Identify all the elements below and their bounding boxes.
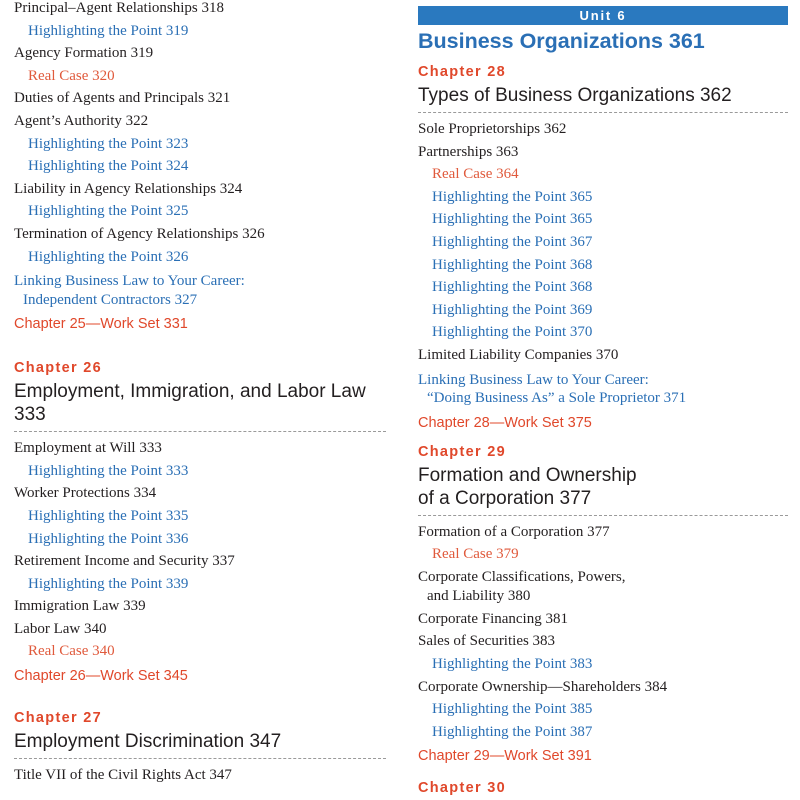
highlighting-the-point-entry[interactable]: Highlighting the Point 336: [28, 530, 189, 547]
toc-entry[interactable]: Formation of a Corporation 377: [418, 523, 610, 540]
career-link-line-2: Independent Contractors 327: [23, 291, 198, 308]
toc-entry-corporate-classifications[interactable]: [418, 568, 788, 606]
chapter-29-title-line-1: Formation and Ownership: [418, 464, 637, 486]
chapter-29-entries-a: [418, 521, 788, 566]
career-link-entry[interactable]: [14, 272, 386, 309]
real-case-entry[interactable]: Real Case 320: [28, 67, 115, 84]
highlighting-the-point-entry[interactable]: Highlighting the Point 323: [28, 135, 189, 152]
chapter-30-label: Chapter 30: [418, 780, 506, 797]
toc-left-column: [14, 0, 386, 787]
unit-6-title[interactable]: Business Organizations 361: [418, 29, 705, 53]
highlighting-the-point-entry[interactable]: Highlighting the Point 370: [432, 324, 593, 341]
highlighting-the-point-entry[interactable]: Highlighting the Point 325: [28, 203, 189, 220]
toc-entry[interactable]: Labor Law 340: [14, 620, 107, 637]
highlighting-the-point-entry[interactable]: Highlighting the Point 367: [432, 233, 593, 250]
toc-entry[interactable]: Sole Proprietorships 362: [418, 121, 567, 137]
chapter-29-title-line-2: of a Corporation 377: [418, 487, 592, 509]
highlighting-the-point-entry[interactable]: Highlighting the Point 333: [28, 462, 189, 479]
toc-entry[interactable]: Partnerships 363: [418, 143, 519, 160]
highlighting-the-point-entry[interactable]: Highlighting the Point 383: [432, 655, 593, 672]
highlighting-the-point-entry[interactable]: Highlighting the Point 324: [28, 158, 189, 175]
highlighting-the-point-entry[interactable]: Highlighting the Point 326: [28, 248, 189, 265]
chapter-29-title[interactable]: [418, 464, 788, 516]
chapter-28-title[interactable]: Types of Business Organizations 362: [418, 84, 788, 113]
chapter-25-work-set[interactable]: Chapter 25—Work Set 331: [14, 316, 188, 333]
toc-right-column: [418, 0, 788, 797]
chapter-27-label: Chapter 27: [14, 710, 102, 727]
toc-entry[interactable]: Principal–Agent Relationships 318: [14, 0, 224, 16]
toc-entry[interactable]: Retirement Income and Security 337: [14, 553, 235, 570]
toc-entry[interactable]: Agent’s Authority 322: [14, 112, 149, 129]
chapter-29-work-set[interactable]: Chapter 29—Work Set 391: [418, 748, 592, 765]
real-case-entry[interactable]: Real Case 379: [432, 546, 519, 563]
toc-entry-line-1: Corporate Classifications, Powers,: [418, 568, 626, 585]
highlighting-the-point-entry[interactable]: Highlighting the Point 319: [28, 22, 189, 39]
career-link-28-line-1: Linking Business Law to Your Career:: [418, 371, 649, 388]
toc-entry[interactable]: Corporate Financing 381: [418, 610, 568, 627]
toc-entry[interactable]: Immigration Law 339: [14, 598, 146, 615]
career-link-28-line-2: “Doing Business As” a Sole Proprietor 371: [427, 390, 687, 407]
toc-entry[interactable]: Corporate Ownership—Shareholders 384: [418, 678, 668, 695]
career-link-entry-28[interactable]: [418, 371, 788, 408]
highlighting-the-point-entry[interactable]: Highlighting the Point 368: [432, 256, 593, 273]
toc-entry[interactable]: Limited Liability Companies 370: [418, 346, 619, 363]
highlighting-the-point-entry[interactable]: Highlighting the Point 335: [28, 507, 189, 524]
toc-entry[interactable]: Employment at Will 333: [14, 440, 162, 457]
toc-entry[interactable]: Agency Formation 319: [14, 45, 154, 62]
chapter-26-work-set[interactable]: Chapter 26—Work Set 345: [14, 668, 188, 685]
toc-entry[interactable]: Sales of Securities 383: [418, 633, 556, 650]
toc-entry[interactable]: Title VII of the Civil Rights Act 347: [14, 767, 232, 784]
chapter-28-work-set[interactable]: Chapter 28—Work Set 375: [418, 414, 592, 431]
real-case-entry[interactable]: Real Case 364: [432, 166, 519, 183]
highlighting-the-point-entry[interactable]: Highlighting the Point 368: [432, 279, 593, 296]
unit-6-banner: Unit 6: [418, 6, 788, 25]
highlighting-the-point-entry[interactable]: Highlighting the Point 365: [432, 188, 593, 205]
chapter-28-label: Chapter 28: [418, 64, 506, 80]
real-case-entry[interactable]: Real Case 340: [28, 643, 115, 660]
chapter-29-label: Chapter 29: [418, 443, 506, 460]
toc-entry[interactable]: Worker Protections 334: [14, 485, 157, 502]
highlighting-the-point-entry[interactable]: Highlighting the Point 365: [432, 211, 593, 228]
chapter-26-entries: [14, 437, 386, 663]
chapter-27-title[interactable]: Employment Discrimination 347: [14, 730, 386, 759]
highlighting-the-point-entry[interactable]: Highlighting the Point 385: [432, 701, 593, 718]
chapter-28-entries: [418, 118, 788, 367]
highlighting-the-point-entry[interactable]: Highlighting the Point 339: [28, 575, 189, 592]
chapter-27-entries: [14, 764, 386, 787]
toc-entry[interactable]: Termination of Agency Relationships 326: [14, 225, 265, 242]
chapter-26-label: Chapter 26: [14, 360, 102, 377]
chapter-26-title[interactable]: Employment, Immigration, and Labor Law 333: [14, 380, 386, 432]
career-link-line-1: Linking Business Law to Your Career:: [14, 273, 245, 290]
toc-entry-line-2: and Liability 380: [427, 587, 531, 604]
chapter-25-entries: [14, 0, 386, 268]
highlighting-the-point-entry[interactable]: Highlighting the Point 387: [432, 723, 593, 740]
highlighting-the-point-entry[interactable]: Highlighting the Point 369: [432, 301, 593, 318]
toc-entry[interactable]: Duties of Agents and Principals 321: [14, 90, 231, 107]
chapter-29-entries-b: [418, 608, 788, 744]
toc-entry[interactable]: Liability in Agency Relationships 324: [14, 180, 243, 197]
